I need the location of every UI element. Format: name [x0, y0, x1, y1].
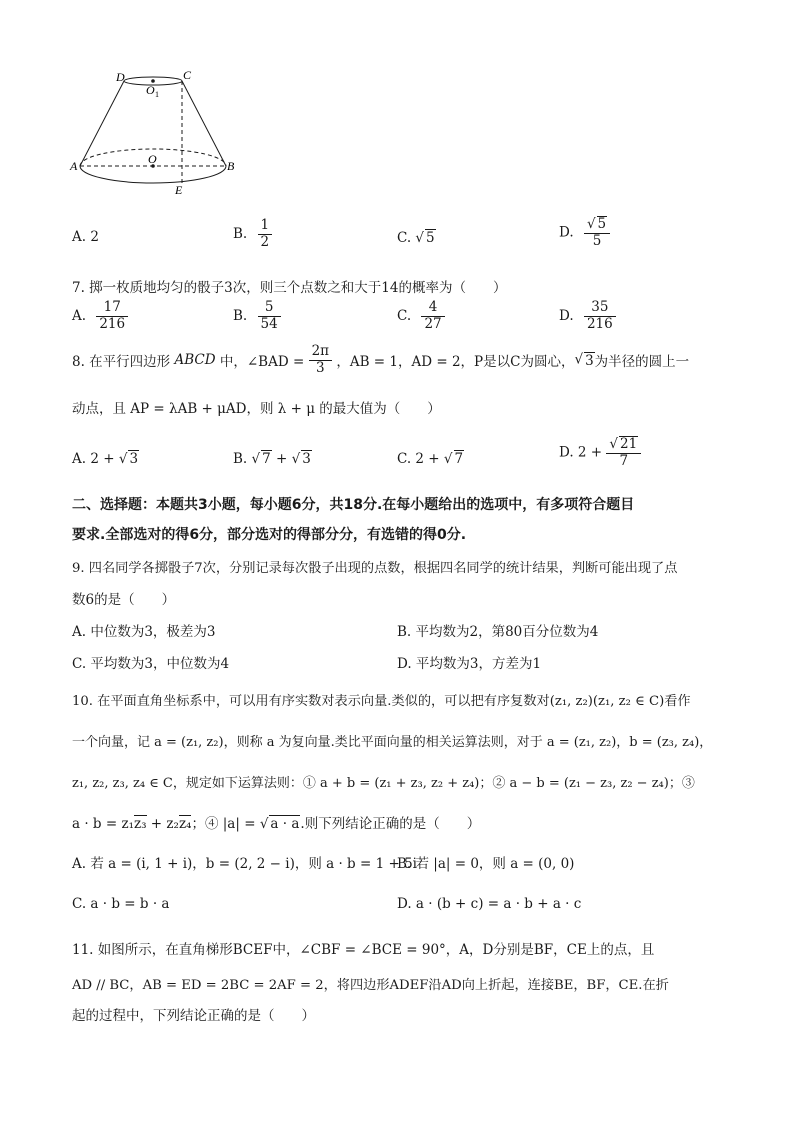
- q8-stem-line1: 8. 在平行四边形 ABCD 中，∠BAD = $\frac{2\pi}{3}$ ，AB = 1，AD = 2，P是以C为圆心，√ 3为半径的圆上一: [72, 343, 690, 376]
- option-letter: C.: [397, 230, 412, 246]
- q7-option-c[interactable]: C. $\frac{4}{27}$: [397, 300, 445, 332]
- q8-option-b[interactable]: B. √ 7 + √ 3: [233, 451, 311, 467]
- q10-option-b[interactable]: B. 若 |a| = 0，则 a = (0, 0): [397, 856, 575, 872]
- q11-stem-line1: 11. 如图所示，在直角梯形BCEF中，∠CBF = ∠BCE = 90°，A，D分别是BF，CE上的点，且: [72, 942, 655, 958]
- label-D: D: [116, 70, 125, 84]
- q6-option-b[interactable]: [233, 218, 272, 250]
- q8-option-c[interactable]: C. 2 + √ 7: [397, 451, 464, 467]
- q7-stem: 7. 掷一枚质地均匀的骰子3次，则三个点数之和大于14的概率为（ ）: [72, 280, 507, 296]
- q9-option-b[interactable]: B. 平均数为2，第80百分位数为4: [397, 624, 599, 640]
- q8-option-a[interactable]: A. 2 + √ 3: [72, 451, 139, 467]
- q10-option-d[interactable]: D. a · (b + c) = a · b + a · c: [397, 896, 582, 912]
- q8-stem-line2: 动点，且 AP = λAB + μAD，则 λ + μ 的最大值为（ ）: [72, 401, 441, 417]
- section-heading-line2: 要求.全部选对的得6分，部分选对的得部分分，有选错的得0分.: [72, 527, 467, 543]
- q7-option-d[interactable]: D. $\frac{35}{216}$: [559, 300, 616, 332]
- q10-stem-line3: z₁, z₂, z₃, z₄ ∈ C，规定如下运算法则：① a + b = (z₁ + z₃, z₂ + z₄)；② a − b = (z₁ − z₃, z₂ − z₄)；③: [72, 776, 695, 791]
- bottom-ellipse-front: [80, 166, 226, 183]
- q10-option-a[interactable]: A. 若 a = (i, 1 + i)，b = (2, 2 − i)，则 a · b = 1 + 5i: [72, 856, 417, 872]
- label-O1-sub: 1: [155, 90, 159, 99]
- q8-option-d[interactable]: D. 2 + $\frac{√ 21}{7}$: [559, 436, 641, 469]
- q7-option-a[interactable]: A. $\frac{17}{216}$: [72, 300, 128, 332]
- q10-option-c[interactable]: C. a · b = b · a: [72, 896, 170, 912]
- generatrix-left: [80, 81, 124, 166]
- label-E: E: [175, 183, 183, 197]
- q10-stem-line1: 10. 在平面直角坐标系中，可以用有序实数对表示向量.类似的，可以把有序复数对(z₁, z₂)(z₁, z₂ ∈ C)看作: [72, 694, 691, 709]
- q6-option-a[interactable]: A. 2: [72, 229, 99, 245]
- q10-stem-line2: 一个向量，记 a = (z₁, z₂)，则称 a 为复向量.类比平面向量的相关运算法则，对于 a = (z₁, z₂)，b = (z₃, z₄)，: [72, 735, 713, 750]
- q9-option-c[interactable]: C. 平均数为3，中位数为4: [72, 656, 230, 672]
- generatrix-right: [182, 81, 226, 166]
- q6-option-d[interactable]: [559, 216, 610, 249]
- fraction: $\frac{1}{2}$: [258, 218, 273, 250]
- sqrt-value: 5: [426, 230, 435, 246]
- label-O: O: [148, 152, 157, 166]
- option-letter: D.: [559, 224, 574, 241]
- label-B: B: [227, 159, 235, 173]
- q6-option-c[interactable]: C. √ 5: [397, 230, 435, 246]
- option-letter: B.: [233, 226, 248, 243]
- label-C: C: [183, 68, 192, 82]
- section-heading-line1: 二、选择题：本题共3小题，每小题6分，共18分.在每小题给出的选项中，有多项符合题目: [72, 497, 635, 513]
- label-O1: O: [146, 83, 155, 97]
- q7-option-b[interactable]: B. $\frac{5}{54}$: [233, 300, 281, 332]
- q9-option-d[interactable]: D. 平均数为3，方差为1: [397, 656, 542, 672]
- frustum-figure: [66, 64, 246, 200]
- q9-stem-line2: 数6的是（ ）: [72, 592, 176, 608]
- q10-stem-line4: a · b = z₁z₃ + z₂z₄；④ |a| = √ a · a.则下列结论正确的是（ ）: [72, 816, 481, 832]
- q11-stem-line2: AD // BC，AB = ED = 2BC = 2AF = 2，将四边形ADEF沿AD向上折起，连接BE，BF，CE.在折: [72, 978, 669, 993]
- q11-stem-line3: 起的过程中，下列结论正确的是（ ）: [72, 1008, 315, 1024]
- q9-option-a[interactable]: A. 中位数为3，极差为3: [72, 624, 216, 640]
- label-A: A: [70, 159, 78, 173]
- q9-stem-line1: 9. 四名同学各掷骰子7次，分别记录每次骰子出现的点数，根据四名同学的统计结果，判断可能出现了点: [72, 561, 678, 576]
- fraction: $\frac{√ 5}{5}$: [584, 216, 610, 249]
